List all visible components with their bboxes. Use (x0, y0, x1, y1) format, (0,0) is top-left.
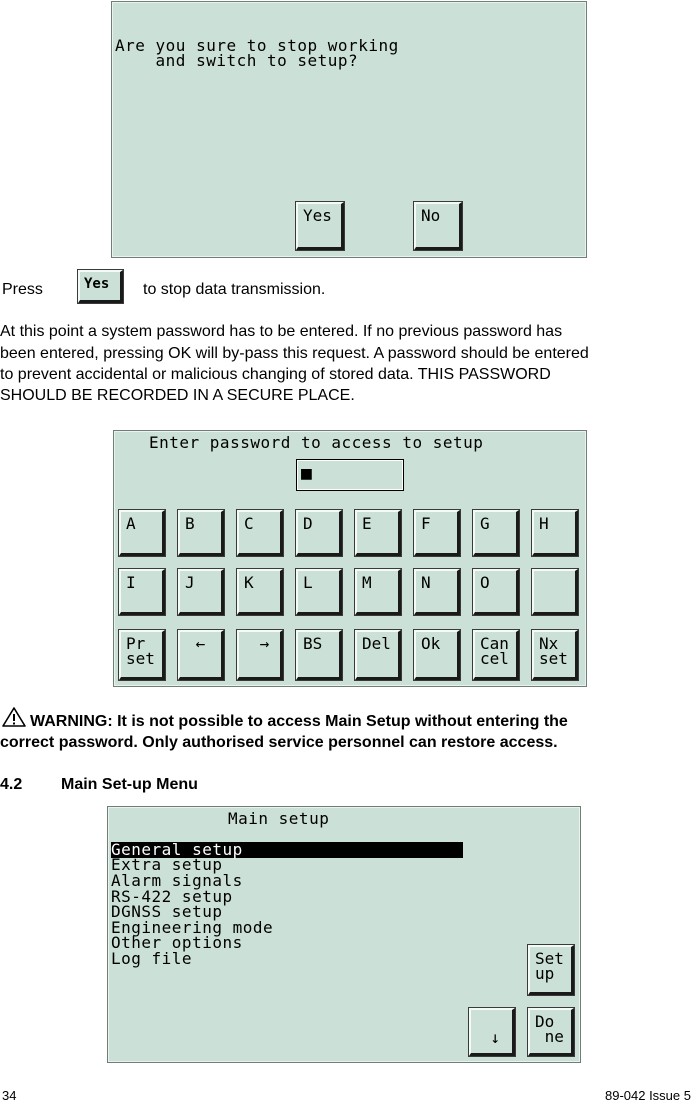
next-set-button[interactable]: Nx set (532, 630, 578, 680)
key-o[interactable]: O (473, 569, 519, 615)
key-d[interactable]: D (296, 510, 342, 556)
done-button[interactable]: Do ne (528, 1008, 574, 1056)
scroll-down-button[interactable]: ↓ (469, 1008, 515, 1056)
main-setup-title: Main setup (228, 809, 330, 828)
key-b[interactable]: B (178, 510, 224, 556)
menu-item-other-options[interactable]: Other options (111, 933, 243, 952)
key-n[interactable]: N (414, 569, 460, 615)
preset-button[interactable]: Pr set (119, 630, 165, 680)
password-entry-screen (113, 430, 587, 687)
menu-item-engineering-mode[interactable]: Engineering mode (111, 918, 274, 937)
menu-item-log-file[interactable]: Log file (111, 949, 193, 968)
delete-button[interactable]: Del (355, 630, 401, 680)
password-paragraph-line1: At this point a system password has to be entered. If no previous password has (0, 323, 563, 340)
cursor-right-button[interactable]: → (237, 630, 283, 680)
password-input[interactable] (296, 459, 404, 491)
press-suffix: to stop data transmission. (143, 281, 326, 298)
warning-text-line1: WARNING: It is not possible to access Main Setup without entering the (30, 713, 568, 730)
page-number: 34 (2, 1088, 17, 1103)
backspace-button[interactable]: BS (296, 630, 342, 680)
password-screen-title: Enter password to access to setup (149, 433, 484, 452)
document-issue: 89-042 Issue 5 (604, 1088, 691, 1103)
key-j[interactable]: J (178, 569, 224, 615)
key-h[interactable]: H (532, 510, 578, 556)
cursor-left-button[interactable]: ← (178, 630, 224, 680)
key-blank[interactable] (532, 569, 578, 615)
key-m[interactable]: M (355, 569, 401, 615)
warning-icon (1, 706, 27, 728)
password-paragraph-line2: been entered, pressing OK will by-pass this request. A password should be entered (0, 345, 589, 362)
ok-button[interactable]: Ok (414, 630, 460, 680)
key-k[interactable]: K (237, 569, 283, 615)
menu-item-extra-setup[interactable]: Extra setup (111, 855, 223, 874)
menu-item-rs422-setup[interactable]: RS-422 setup (111, 887, 233, 906)
dialog-question-line1: Are you sure to stop working (115, 36, 399, 55)
inline-yes-key: Yes (78, 270, 123, 303)
no-button[interactable]: No (414, 202, 462, 250)
cancel-button[interactable]: Can cel (473, 630, 519, 680)
yes-button[interactable]: Yes (296, 202, 344, 250)
key-e[interactable]: E (355, 510, 401, 556)
key-i[interactable]: I (119, 569, 165, 615)
password-paragraph-line3: to prevent accidental or malicious changing of stored data. THIS PASSWORD (0, 366, 551, 383)
password-paragraph-line4: SHOULD BE RECORDED IN A SECURE PLACE. (0, 387, 355, 404)
menu-item-general-setup[interactable]: General setup (111, 842, 463, 858)
key-c[interactable]: C (237, 510, 283, 556)
menu-item-alarm-signals[interactable]: Alarm signals (111, 871, 243, 890)
warning-text-line2: correct password. Only authorised service personnel can restore access. (0, 734, 558, 751)
password-cursor: ■ (301, 463, 313, 484)
key-l[interactable]: L (296, 569, 342, 615)
section-number: 4.2 (0, 776, 23, 793)
main-setup-screen (107, 806, 581, 1063)
setup-button[interactable]: Set up (528, 945, 574, 995)
key-f[interactable]: F (414, 510, 460, 556)
menu-item-dgnss-setup[interactable]: DGNSS setup (111, 902, 223, 921)
section-title: Main Set-up Menu (61, 776, 198, 793)
dialog-question-line2: and switch to setup? (115, 51, 359, 70)
press-prefix: Press (2, 281, 43, 298)
confirm-setup-dialog (111, 1, 587, 258)
key-a[interactable]: A (119, 510, 165, 556)
key-g[interactable]: G (473, 510, 519, 556)
